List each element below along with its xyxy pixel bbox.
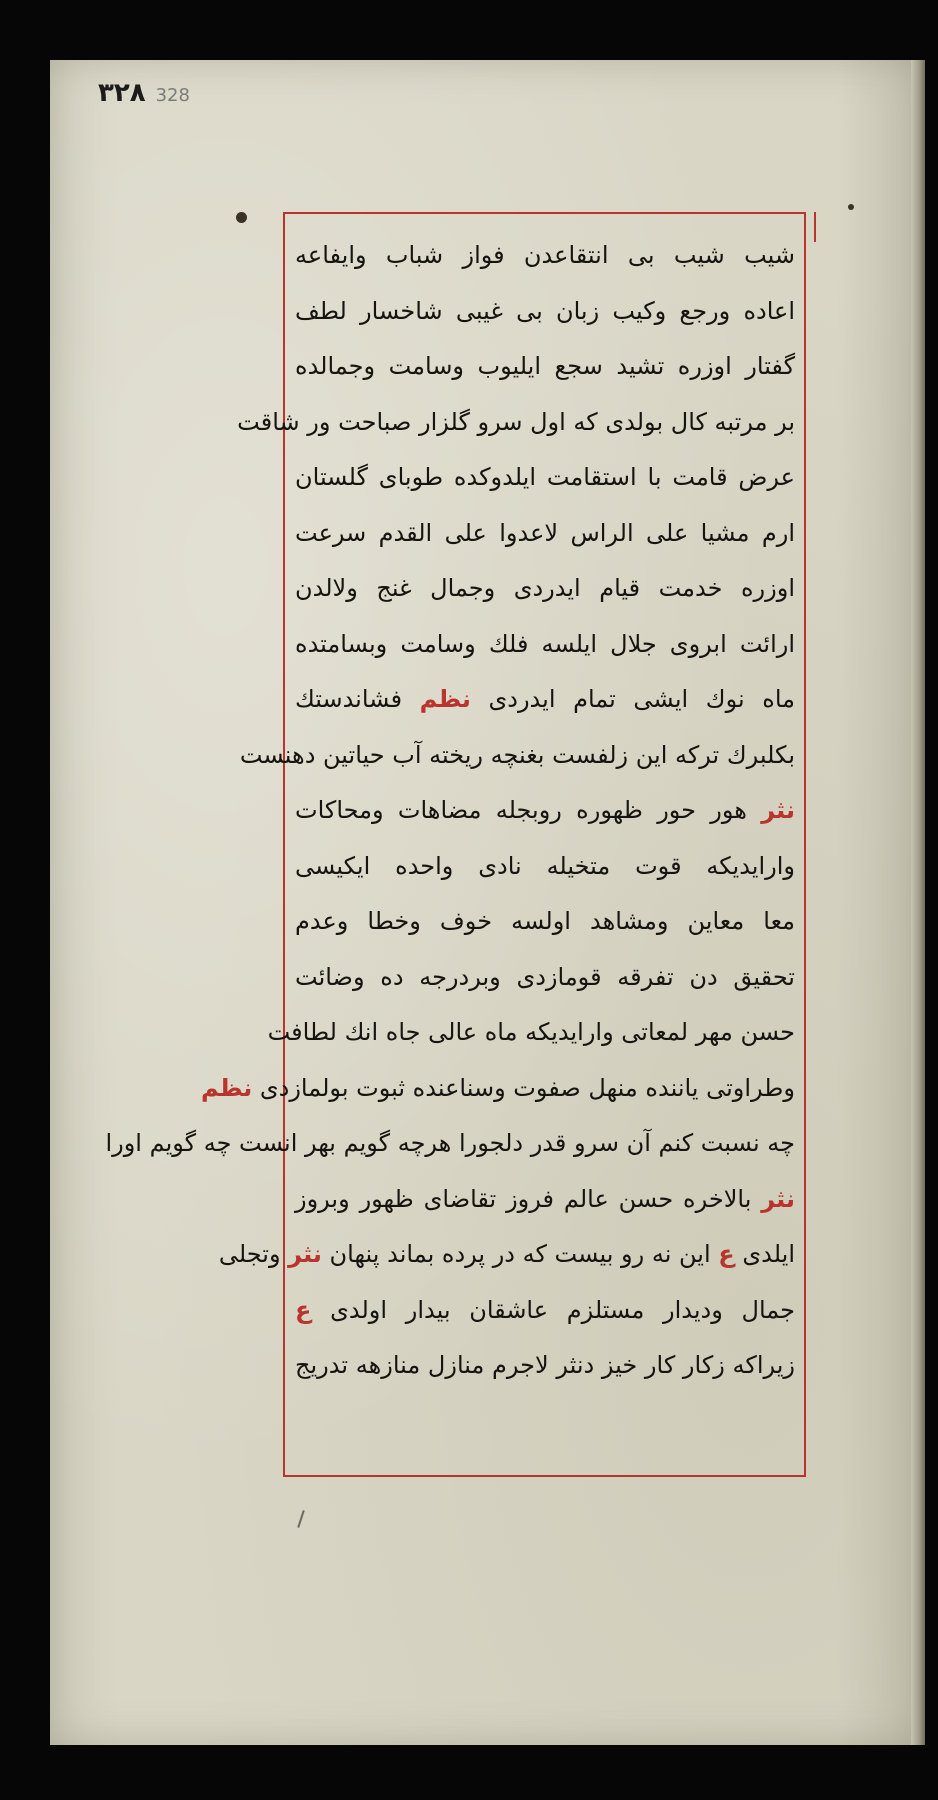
text-line: ماه نوك ایشی تمام ایدردی نظم فشاندستك <box>295 685 795 713</box>
rubric-word: نظم <box>201 1073 253 1102</box>
rubric-word: نثر <box>761 796 795 824</box>
text-line: نثر بالاخره حسن عالم فروز تقاضای ظهور وبروز <box>295 1184 795 1213</box>
text-line: جمال ودیدار مستلزم عاشقان بیدار اولدی ع <box>295 1295 795 1324</box>
text-line: ارائت ابروی جلال ایلسه فلك وسامت وبسامتده <box>295 629 795 658</box>
rubric-word: ع <box>295 1295 312 1324</box>
text-line: بر مرتبه کال بولدی که اول سرو گلزار صباحت ور شاقت <box>237 407 795 436</box>
text-line: ارم مشیا علی الراس لاعدوا علی القدم سرعت <box>295 518 795 547</box>
text-line: شیب شیب بی انتقاعدن فواز شباب وایفاعه <box>295 241 795 269</box>
ink-spot <box>236 212 247 223</box>
text-line: عرض قامت با استقامت ایلدوکده طوبای گلستان <box>295 463 795 491</box>
rubric-word: نثر <box>288 1240 322 1268</box>
folio-number <box>98 78 190 108</box>
page-fore-edge <box>911 60 925 1745</box>
text-line: ایلدی ع این نه رو بیست که در پرده بماند پنهان نثر وتجلی <box>218 1240 795 1268</box>
text-line: وطراوتی یاننده منهل صفوت وسناعنده ثبوت بولمازدی نظم <box>201 1073 795 1102</box>
rubric-word: نظم <box>419 685 471 713</box>
text-line: معا معاین ومشاهد اولسه خوف وخطا وعدم <box>295 907 795 935</box>
text-line: چه نسبت کنم آن سرو قدر دلجورا هرچه گویم بهر انست چه گویم اورا <box>105 1129 795 1157</box>
text-line: گفتار اوزره تشید سجع ایلیوب وسامت وجمالده <box>295 352 795 380</box>
text-line: زیراکه زکار کار خیز دنثر لاجرم منازل منازهه تدریج <box>295 1351 795 1379</box>
text-line: اوزره خدمت قیام ایدردی وجمال غنج ولالدن <box>295 574 795 602</box>
text-line: نثر هور حور ظهوره روبجله مضاهات ومحاکات <box>295 796 795 824</box>
text-line: تحقیق دن تفرقه قومازدی وبردرجه ده وضائت <box>295 962 795 991</box>
text-line: حسن مهر لمعاتی وارایدیکه ماه عالی جاه انك لطافت <box>267 1018 795 1046</box>
folio-arabic-numeral: ٣٢٨ <box>98 78 146 108</box>
text-line: اعاده ورجع وکیب زبان بی غیبی شاخسار لطف <box>295 296 795 325</box>
frame-margin-tick <box>814 212 816 242</box>
rubric-word: ع <box>718 1240 735 1268</box>
text-line: بکلبرك تركه این زلفست بغنچه ریخته آب حیاتین دهنست <box>239 740 795 769</box>
manuscript-text-block <box>105 228 795 1468</box>
ink-spot <box>848 204 854 210</box>
folio-pencil-number: 328 <box>155 85 190 106</box>
text-line: وارایدیکه قوت متخیله نادی واحده ایکیسی <box>295 851 795 880</box>
rubric-word: نثر <box>761 1184 795 1213</box>
